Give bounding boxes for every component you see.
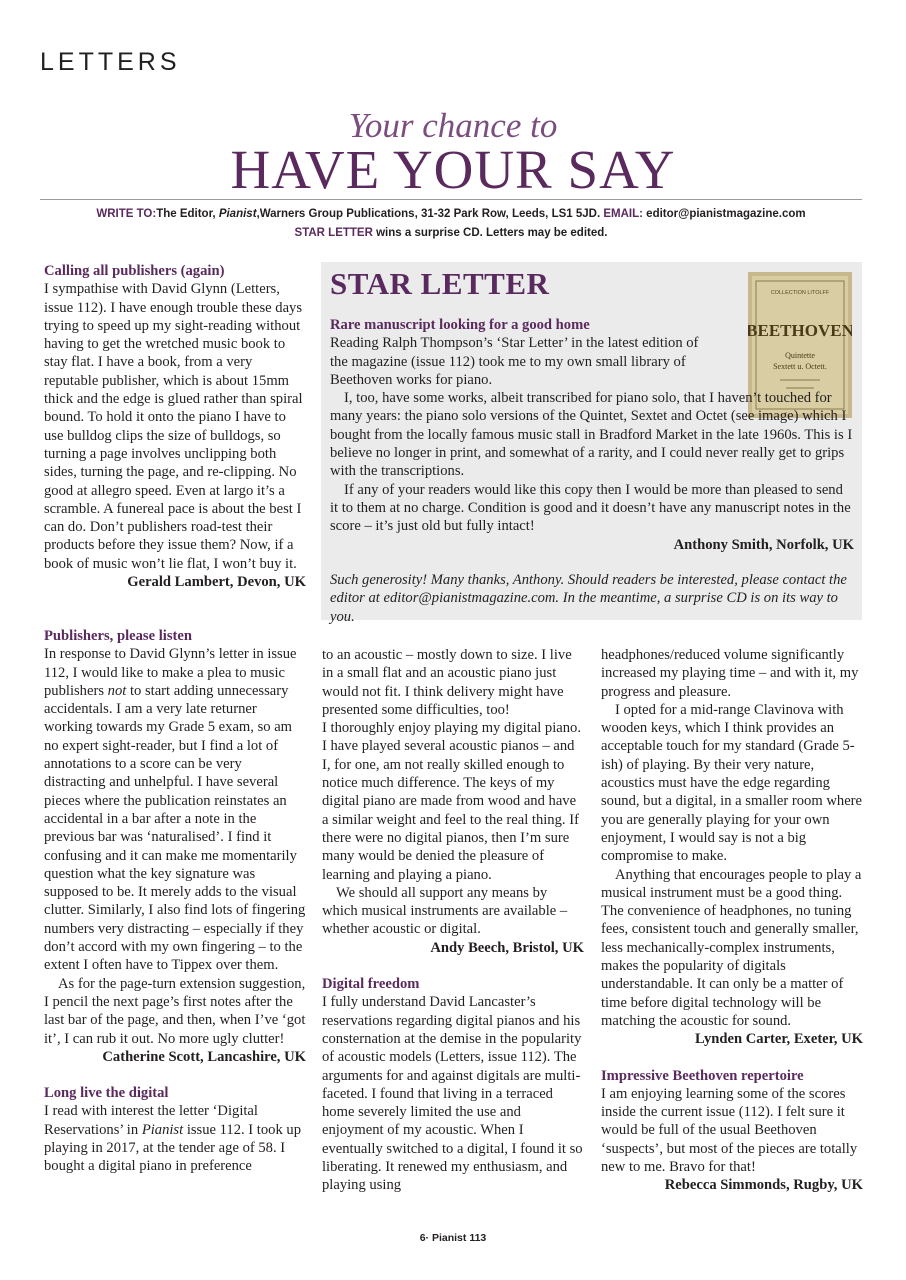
image-line1-text: Quintette [785, 351, 815, 360]
letter-signature: Gerald Lambert, Devon, UK [127, 574, 306, 591]
letter-publishers-again [44, 262, 306, 591]
editor-comment: Such generosity! Many thanks, Anthony. Should readers be interested, please contact the editor at editor@pianistmagazine.com. In the meantime, a surprise CD is on its way to you. [330, 572, 847, 625]
header-rule [40, 199, 862, 200]
letter-body: headphones/reduced volume significantly increased my playing time – and with it, my progress and pleasure. [601, 647, 859, 700]
star-letter-p1: Reading Ralph Thompson’s ‘Star Letter’ in the latest edition of the magazine (issue 112) took me to my own small library of Beethoven works for piano. [330, 335, 699, 388]
write-to-magazine: Pianist [218, 208, 257, 220]
letter-title: Long live the digital [44, 1085, 169, 1102]
write-to-address: ,Warners Group Publications, 31-32 Park Row, Leeds, LS1 5JD. [256, 208, 601, 220]
letter-title: Impressive Beethoven repertoire [601, 1067, 804, 1084]
footer-issue: 113 [469, 1232, 487, 1244]
column-right [601, 646, 863, 1195]
column-middle [322, 646, 584, 1195]
spacer [322, 957, 584, 975]
star-letter-p3: If any of your readers would like this copy then I would be more than pleased to send it to them at no charge. Condition is good and it doesn’t have any manuscript notes in the score – it’s just old but fully intact! [330, 481, 851, 535]
letter-body: I thoroughly enjoy playing my digital piano. I have played several acoustic pianos – and I, for one, am not really skilled enough to notice much difference. The keys of my digital piano are made from wood and have a similar weight and feel to the real thing. If there were no digital pianos, then I’m sure many would be denied the pleasure of learning and playing a piano. [322, 720, 582, 883]
column-left [44, 627, 306, 1176]
write-to-a: The Editor, [156, 208, 219, 220]
star-note: wins a surprise CD. Letters may be edited. [376, 227, 608, 239]
letter-title: Digital freedom [322, 976, 420, 993]
letter-body-b: to start adding unnecessary accidentals. I am a very late returner working towards my Grade 5 exam, so am no expert sight-reader, but I find a lot of annotations to a score can be very distracting and unhelpful. I have several pieces where the publication reinstates an accidental in a bar after a note in the previous bar was ‘naturalised’. I find it confusing and it can make me momentarily question what the key signature was supposed to be. It merely adds to the visual clutter. Similarly, I also find lots of fingering numbers very distracting – especially if they don’t accord with my own fingering – to the extent I often have to Tippex over them. [44, 682, 306, 974]
write-to-label: WRITE TO: [96, 208, 157, 220]
letter-body: I am enjoying learning some of the scores inside the current issue (112). I felt sure it would be full of the usual Beethoven ‘suspects’, but most of the pieces are totally new to me. Bravo for that! [601, 1085, 858, 1176]
image-composer-text: BEETHOVEN [748, 321, 852, 340]
star-letter-signature: Anthony Smith, Norfolk, UK [673, 536, 854, 553]
letter-body: As for the page-turn extension suggestion, I pencil the next page’s first notes after the last bar of the page, and then, when I’ve ‘got it’, I can rub it out. No more ugly clutter! [44, 975, 306, 1047]
image-line2-text: Sextett u. Octett. [773, 362, 827, 371]
star-label: STAR LETTER [294, 227, 373, 239]
letter-title: Publishers, please listen [44, 628, 192, 644]
letter-title: Calling all publishers (again) [44, 263, 225, 279]
headline-kicker: Your chance to [348, 106, 558, 145]
magazine-name: Pianist [141, 1121, 184, 1138]
emphasis-not: not [107, 682, 127, 699]
letter-signature: Rebecca Simmonds, Rugby, UK [664, 1177, 863, 1194]
star-note-line [40, 227, 862, 239]
footer-magazine: Pianist [431, 1232, 467, 1244]
letter-body: Anything that encourages people to play a musical instrument must be a good thing. The convenience of headphones, no tuning fees, consistent touch and generally smaller, less mechanically-complex instruments, makes the popularity of digitals understandable. It can only be a matter of time before digital technology will be matching the acoustic for sound. [601, 866, 862, 1029]
email-address[interactable]: editor@pianistmagazine.com [646, 208, 806, 220]
letter-body [44, 1102, 306, 1175]
letter-body-a: I read with interest the letter ‘Digital Reservations’ in [44, 1103, 258, 1138]
letter-body: I opted for a mid-range Clavinova with wooden keys, which I think provides an acceptable touch for my standard (Grade 5-ish) of playing. By their very nature, acoustics must have the edge regarding sound, but a digital, in a smaller room where you are generally playing for your own enjoyment, I would say is not a big compromise to make. [601, 701, 863, 865]
letter-body: I sympathise with David Glynn (Letters, issue 112). I have enough trouble these days trying to speed up my sight-reading without having to get the wretched music book to stay flat. I have a book, from a very reputable publisher, which is about 15mm thick and the edge is glued rather than spiral bound. To hold it onto the piano I have to use bulldog clips the size of bulldogs, so turning a page involves unclipping both sides, turning the page, and re-clipping. No good at allegro speed. Even at largo it’s a scramble. A funereal pace is about the best I can do. Don’t publishers road-test their products before they issue them? Now, if a book of music won’t lie flat, I won’t buy it. [44, 281, 303, 572]
email-label: EMAIL: [603, 208, 643, 220]
section-label: LETTERS [40, 48, 181, 76]
letter-signature: Catherine Scott, Lancashire, UK [102, 1048, 306, 1065]
letter-body-b: issue 112. I took up playing in 2017, at the tender age of 58. I bought a digital piano in preference [44, 1121, 301, 1175]
spacer [601, 1049, 863, 1067]
star-letter-body [330, 316, 854, 554]
letter-body: to an acoustic – mostly down to size. I live in a small flat and an acoustic piano just would not fit. I think delivery might have presented some difficulties, too! [322, 647, 572, 718]
page-footer: 6· Pianist 113 [419, 1232, 487, 1244]
star-letter-title: Rare manuscript looking for a good home [330, 317, 590, 333]
letter-signature: Andy Beech, Bristol, UK [430, 939, 584, 956]
star-letter-p2-text: I, too, have some works, albeit transcribed for piano solo, that I haven’t touched for many years: the piano solo versions of the Quintet, Sextet and Octet (see image) which I bought from the locally famous music stall in Bradford Market in the late 1960s. This is I believe no longer in print, and somewhat of a rarity, and I could never really get to grips with the transcriptions. [330, 390, 853, 480]
letter-signature: Lynden Carter, Exeter, UK [695, 1031, 863, 1048]
letter-body: We should all support any means by which musical instruments are available – whether acoustic or digital. [322, 884, 568, 938]
letter-body [44, 645, 306, 974]
letter-body-a: In response to David Glynn’s letter in issue 112, I would like to make a plea to music publishers [44, 646, 297, 699]
star-letter-heading: STAR LETTER [330, 266, 550, 301]
letter-body: I fully understand David Lancaster’s reservations regarding digital pianos and his consternation at the demise in the popularity of acoustic models (Letters, issue 112). The arguments for and against digitals are multi-faceted. I found that living in a terraced home severely limited the use and enjoyment of my acoustic. When I eventually switched to a digital, I found it so liberating. It renewed my enthusiasm, and playing using [322, 994, 583, 1194]
image-series-text: COLLECTION LITOLFF [770, 290, 830, 296]
spacer [44, 1066, 306, 1084]
contact-line [40, 208, 862, 220]
star-letter-p2 [330, 389, 854, 480]
page-number: 6 [419, 1232, 426, 1244]
page-headline: HAVE YOUR SAY [230, 139, 676, 200]
